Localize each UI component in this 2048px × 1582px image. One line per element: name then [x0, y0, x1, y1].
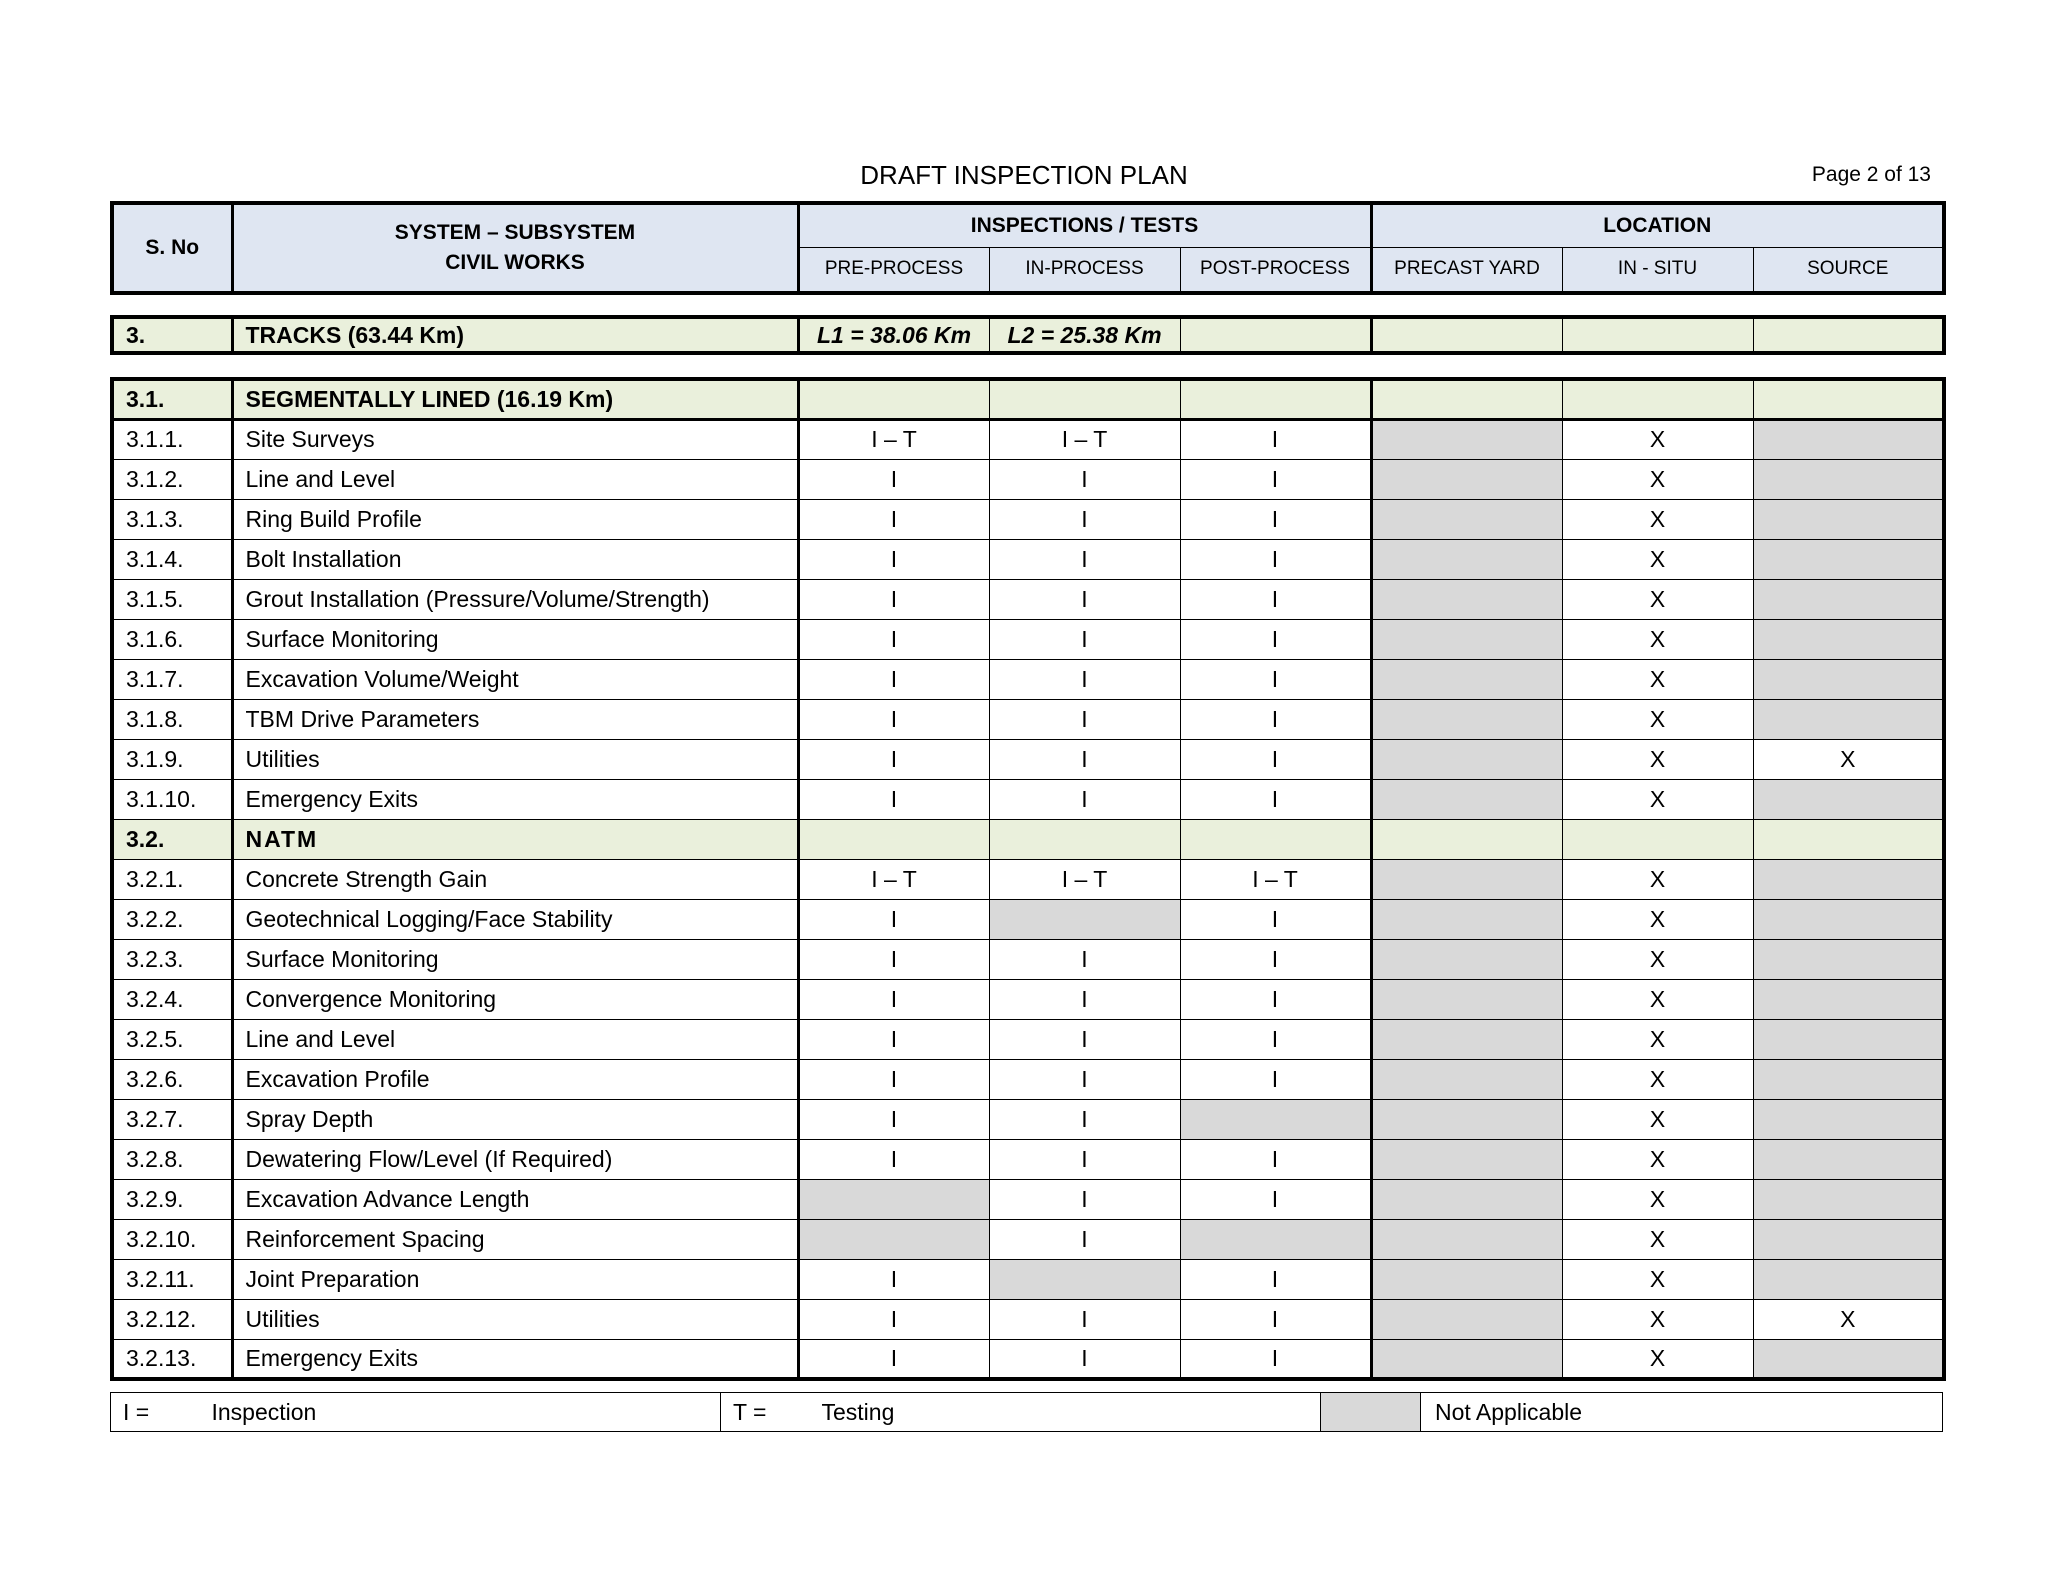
- cell-post-process: I: [1180, 1339, 1371, 1379]
- cell-post-process: I: [1180, 539, 1371, 579]
- table-row: [112, 659, 1944, 699]
- cell-pre-process: I: [798, 1339, 989, 1379]
- cell-post-process: I – T: [1180, 859, 1371, 899]
- cell-pre-process: I: [798, 499, 989, 539]
- section-cell-post-process: [1180, 379, 1371, 419]
- cell-in-process: I: [989, 1099, 1180, 1139]
- cell-post-process: I: [1180, 979, 1371, 1019]
- section-cell-in-situ: [1562, 819, 1753, 859]
- cell-in-process: I: [989, 619, 1180, 659]
- cell-pre-process: I: [798, 459, 989, 499]
- cell-in-situ: X: [1562, 899, 1753, 939]
- cell-source: [1753, 579, 1944, 619]
- system-header: [232, 203, 798, 293]
- cell-post-process: I: [1180, 1139, 1371, 1179]
- cell-in-process: I: [989, 1139, 1180, 1179]
- cell-in-situ: X: [1562, 1259, 1753, 1299]
- cell-in-process: I – T: [989, 419, 1180, 459]
- cell-source: X: [1840, 1305, 1856, 1332]
- cell-in-situ: X: [1562, 579, 1753, 619]
- row-sno: 3.1.8.: [112, 699, 232, 739]
- section-sno: 3.1.: [112, 379, 232, 419]
- cell-in-situ: X: [1562, 499, 1753, 539]
- cell-pre-process: I – T: [798, 419, 989, 459]
- row-sno: 3.2.5.: [112, 1019, 232, 1059]
- precast-yard-header: PRECAST YARD: [1371, 247, 1562, 293]
- row-name: Convergence Monitoring: [232, 979, 798, 1019]
- table-row: [112, 979, 1944, 1019]
- cell-pre-process: I: [798, 1299, 989, 1339]
- table-row: [112, 939, 1944, 979]
- row-sno: 3.1.3.: [112, 499, 232, 539]
- row-sno: 3.2.3.: [112, 939, 232, 979]
- cell-source: [1753, 1259, 1944, 1299]
- cell-in-process: I: [989, 1059, 1180, 1099]
- section-cell-post-process: [1180, 819, 1371, 859]
- section-cell-precast-yard: [1371, 379, 1562, 419]
- cell-in-situ: X: [1562, 1059, 1753, 1099]
- cell-post-process: I: [1180, 659, 1371, 699]
- cell-in-process: I: [989, 1339, 1180, 1379]
- section-cell-in-process: [989, 379, 1180, 419]
- cell-source: [1753, 1059, 1944, 1099]
- row-name: Emergency Exits: [232, 1339, 798, 1379]
- cell-pre-process: I: [798, 1139, 989, 1179]
- tracks-sno: 3.: [112, 317, 232, 353]
- cell-in-situ: X: [1562, 659, 1753, 699]
- table-row: [112, 739, 1944, 779]
- row-name: Grout Installation (Pressure/Volume/Strength): [232, 579, 798, 619]
- row-name: Concrete Strength Gain: [232, 859, 798, 899]
- location-header: LOCATION: [1371, 203, 1944, 247]
- cell-post-process: I: [1180, 1259, 1371, 1299]
- row-name: Excavation Volume/Weight: [232, 659, 798, 699]
- cell-post-process: I: [1180, 1059, 1371, 1099]
- section-name: NATM: [232, 819, 798, 859]
- in-process-header: IN-PROCESS: [989, 247, 1180, 293]
- table-row: [112, 539, 1944, 579]
- row-name: Reinforcement Spacing: [232, 1219, 798, 1259]
- cell-source: [1753, 499, 1944, 539]
- table-row: [112, 1099, 1944, 1139]
- cell-in-situ: X: [1562, 1099, 1753, 1139]
- cell-source: [1753, 659, 1944, 699]
- cell-post-process: I: [1180, 1299, 1371, 1339]
- cell-in-situ: X: [1562, 699, 1753, 739]
- row-name: Emergency Exits: [232, 779, 798, 819]
- legend-t-value: Testing: [821, 1393, 1321, 1432]
- cell-in-situ: X: [1562, 1219, 1753, 1259]
- cell-precast-yard: [1371, 939, 1562, 979]
- table-row: [112, 579, 1944, 619]
- row-sno: 3.2.7.: [112, 1099, 232, 1139]
- row-sno: 3.1.4.: [112, 539, 232, 579]
- inspection-table: [110, 377, 1946, 1381]
- row-name: Surface Monitoring: [232, 939, 798, 979]
- cell-precast-yard: [1371, 859, 1562, 899]
- post-process-header: POST-PROCESS: [1180, 247, 1371, 293]
- inspections-header: INSPECTIONS / TESTS: [798, 203, 1371, 247]
- cell-in-process: I: [989, 539, 1180, 579]
- legend-i-key: I =: [123, 1398, 150, 1425]
- cell-pre-process: I: [798, 1259, 989, 1299]
- document-title: DRAFT INSPECTION PLAN: [860, 160, 1188, 190]
- cell-in-process: I: [989, 739, 1180, 779]
- table-row: [112, 619, 1944, 659]
- cell-in-situ: X: [1562, 419, 1753, 459]
- cell-in-process: I: [989, 659, 1180, 699]
- cell-precast-yard: [1371, 419, 1562, 459]
- system-header-line1: SYSTEM – SUBSYSTEM: [394, 221, 636, 244]
- cell-in-process: [989, 899, 1180, 939]
- cell-in-situ: X: [1562, 1139, 1753, 1179]
- row-sno: 3.1.7.: [112, 659, 232, 699]
- cell-post-process: I: [1180, 419, 1371, 459]
- cell-in-process: [989, 1259, 1180, 1299]
- pre-process-header: PRE-PROCESS: [798, 247, 989, 293]
- cell-precast-yard: [1371, 1019, 1562, 1059]
- cell-in-process: I: [989, 579, 1180, 619]
- row-sno: 3.2.6.: [112, 1059, 232, 1099]
- cell-source: [1753, 1339, 1944, 1379]
- row-sno: 3.1.6.: [112, 619, 232, 659]
- cell-pre-process: I: [798, 539, 989, 579]
- cell-in-situ: X: [1562, 1019, 1753, 1059]
- table-row: [112, 1019, 1944, 1059]
- table-row: [112, 1219, 1944, 1259]
- section-row: [112, 379, 1944, 419]
- cell-post-process: [1180, 1099, 1371, 1139]
- row-sno: 3.2.1.: [112, 859, 232, 899]
- row-name: Ring Build Profile: [232, 499, 798, 539]
- row-name: Line and Level: [232, 1019, 798, 1059]
- section-cell-source: [1753, 379, 1944, 419]
- row-sno: 3.2.10.: [112, 1219, 232, 1259]
- cell-source: X: [1840, 745, 1856, 772]
- cell-precast-yard: [1371, 979, 1562, 1019]
- cell-post-process: I: [1180, 939, 1371, 979]
- cell-in-process: I: [989, 1019, 1180, 1059]
- header-table: [110, 201, 1946, 295]
- cell-in-process: I – T: [989, 859, 1180, 899]
- cell-precast-yard: [1371, 1299, 1562, 1339]
- cell-post-process: [1180, 1219, 1371, 1259]
- cell-pre-process: I – T: [798, 859, 989, 899]
- tracks-table: [110, 315, 1946, 355]
- row-sno: 3.2.11.: [112, 1259, 232, 1299]
- tracks-source: [1753, 317, 1944, 353]
- table-row: [112, 499, 1944, 539]
- row-sno: 3.2.4.: [112, 979, 232, 1019]
- cell-source: [1753, 899, 1944, 939]
- cell-precast-yard: [1371, 1099, 1562, 1139]
- cell-post-process: I: [1180, 579, 1371, 619]
- cell-post-process: I: [1180, 699, 1371, 739]
- table-row: [112, 899, 1944, 939]
- row-name: Dewatering Flow/Level (If Required): [232, 1139, 798, 1179]
- cell-post-process: I: [1180, 499, 1371, 539]
- row-sno: 3.2.9.: [112, 1179, 232, 1219]
- table-row: [112, 1299, 1944, 1339]
- cell-pre-process: [798, 1219, 989, 1259]
- cell-pre-process: I: [798, 619, 989, 659]
- row-name: TBM Drive Parameters: [232, 699, 798, 739]
- cell-post-process: I: [1180, 1019, 1371, 1059]
- cell-precast-yard: [1371, 539, 1562, 579]
- cell-precast-yard: [1371, 779, 1562, 819]
- table-row: [112, 779, 1944, 819]
- cell-source: [1753, 619, 1944, 659]
- page-number: Page 2 of 13: [1811, 163, 1931, 186]
- cell-in-process: I: [989, 1219, 1180, 1259]
- cell-source: [1753, 1019, 1944, 1059]
- cell-precast-yard: [1371, 1179, 1562, 1219]
- cell-in-process: I: [989, 779, 1180, 819]
- section-name: SEGMENTALLY LINED (16.19 Km): [232, 379, 798, 419]
- cell-source: [1753, 1099, 1944, 1139]
- cell-precast-yard: [1371, 699, 1562, 739]
- cell-precast-yard: [1371, 1059, 1562, 1099]
- row-sno: 3.2.12.: [112, 1299, 232, 1339]
- cell-source: [1753, 979, 1944, 1019]
- cell-pre-process: I: [798, 1019, 989, 1059]
- cell-in-situ: X: [1562, 979, 1753, 1019]
- legend-na-swatch: [1321, 1393, 1421, 1432]
- row-sno: 3.2.8.: [112, 1139, 232, 1179]
- cell-in-process: I: [989, 499, 1180, 539]
- cell-pre-process: [798, 1179, 989, 1219]
- cell-post-process: I: [1180, 459, 1371, 499]
- cell-in-process: I: [989, 979, 1180, 1019]
- row-name: Spray Depth: [232, 1099, 798, 1139]
- cell-precast-yard: [1371, 1219, 1562, 1259]
- cell-in-situ: X: [1562, 539, 1753, 579]
- section-cell-pre-process: [798, 379, 989, 419]
- table-row: [112, 859, 1944, 899]
- cell-pre-process: I: [798, 1059, 989, 1099]
- cell-source: [1753, 1219, 1944, 1259]
- system-header-line2: CIVIL WORKS: [445, 251, 585, 274]
- cell-pre-process: I: [798, 899, 989, 939]
- row-sno: 3.1.2.: [112, 459, 232, 499]
- cell-post-process: I: [1180, 899, 1371, 939]
- cell-pre-process: I: [798, 1099, 989, 1139]
- row-name: Site Surveys: [232, 419, 798, 459]
- section-cell-in-process: [989, 819, 1180, 859]
- row-name: Utilities: [232, 739, 798, 779]
- row-sno: 3.1.9.: [112, 739, 232, 779]
- cell-in-process: I: [989, 1299, 1180, 1339]
- cell-precast-yard: [1371, 1339, 1562, 1379]
- section-cell-source: [1753, 819, 1944, 859]
- tracks-post: [1180, 317, 1371, 353]
- cell-source: [1753, 1179, 1944, 1219]
- row-sno: 3.1.1.: [112, 419, 232, 459]
- legend-i-value: Inspection: [211, 1393, 721, 1432]
- cell-in-situ: X: [1562, 939, 1753, 979]
- table-row: [112, 1339, 1944, 1379]
- cell-in-situ: X: [1562, 619, 1753, 659]
- cell-source: [1753, 699, 1944, 739]
- cell-source: [1753, 1139, 1944, 1179]
- cell-in-process: I: [989, 459, 1180, 499]
- row-sno: 3.1.5.: [112, 579, 232, 619]
- cell-precast-yard: [1371, 1259, 1562, 1299]
- cell-post-process: I: [1180, 779, 1371, 819]
- cell-in-situ: X: [1562, 459, 1753, 499]
- cell-in-process: I: [989, 699, 1180, 739]
- cell-source: [1753, 539, 1944, 579]
- section-row: [112, 819, 1944, 859]
- cell-in-situ: X: [1562, 1299, 1753, 1339]
- tracks-l2: L2 = 25.38 Km: [989, 317, 1180, 353]
- legend-na-value: Not Applicable: [1435, 1398, 1583, 1425]
- cell-in-situ: X: [1562, 1339, 1753, 1379]
- row-sno: 3.2.13.: [112, 1339, 232, 1379]
- cell-pre-process: I: [798, 939, 989, 979]
- cell-in-situ: X: [1562, 1179, 1753, 1219]
- tracks-name: TRACKS (63.44 Km): [232, 317, 798, 353]
- row-sno: 3.2.2.: [112, 899, 232, 939]
- source-header: SOURCE: [1753, 247, 1944, 293]
- tracks-insitu: [1562, 317, 1753, 353]
- table-row: [112, 699, 1944, 739]
- section-sno: 3.2.: [112, 819, 232, 859]
- cell-pre-process: I: [798, 739, 989, 779]
- legend-table: [110, 1392, 1943, 1432]
- cell-source: [1753, 459, 1944, 499]
- cell-source: [1753, 939, 1944, 979]
- table-row: [112, 419, 1944, 459]
- row-name: Surface Monitoring: [232, 619, 798, 659]
- cell-source: [1753, 859, 1944, 899]
- cell-post-process: I: [1180, 619, 1371, 659]
- row-name: Line and Level: [232, 459, 798, 499]
- sno-header: S. No: [112, 203, 232, 293]
- section-cell-precast-yard: [1371, 819, 1562, 859]
- cell-precast-yard: [1371, 619, 1562, 659]
- cell-pre-process: I: [798, 659, 989, 699]
- section-cell-in-situ: [1562, 379, 1753, 419]
- section-cell-pre-process: [798, 819, 989, 859]
- cell-precast-yard: [1371, 659, 1562, 699]
- table-row: [112, 459, 1944, 499]
- cell-in-process: I: [989, 939, 1180, 979]
- cell-post-process: I: [1180, 1179, 1371, 1219]
- cell-precast-yard: [1371, 579, 1562, 619]
- cell-in-process: I: [989, 1179, 1180, 1219]
- cell-pre-process: I: [798, 979, 989, 1019]
- row-name: Excavation Profile: [232, 1059, 798, 1099]
- cell-in-situ: X: [1562, 859, 1753, 899]
- tracks-l1: L1 = 38.06 Km: [798, 317, 989, 353]
- row-name: Bolt Installation: [232, 539, 798, 579]
- row-name: Joint Preparation: [232, 1259, 798, 1299]
- cell-precast-yard: [1371, 739, 1562, 779]
- cell-pre-process: I: [798, 579, 989, 619]
- cell-in-situ: X: [1562, 779, 1753, 819]
- cell-precast-yard: [1371, 459, 1562, 499]
- cell-precast-yard: [1371, 899, 1562, 939]
- row-name: Excavation Advance Length: [232, 1179, 798, 1219]
- cell-pre-process: I: [798, 699, 989, 739]
- cell-post-process: I: [1180, 739, 1371, 779]
- in-situ-header: IN - SITU: [1562, 247, 1753, 293]
- table-row: [112, 1179, 1944, 1219]
- tracks-precast: [1371, 317, 1562, 353]
- row-name: Geotechnical Logging/Face Stability: [232, 899, 798, 939]
- row-name: Utilities: [232, 1299, 798, 1339]
- cell-in-situ: X: [1562, 739, 1753, 779]
- cell-precast-yard: [1371, 1139, 1562, 1179]
- table-row: [112, 1259, 1944, 1299]
- cell-source: [1753, 779, 1944, 819]
- table-row: [112, 1059, 1944, 1099]
- legend-t-key: T =: [733, 1398, 767, 1425]
- cell-precast-yard: [1371, 499, 1562, 539]
- cell-source: [1753, 419, 1944, 459]
- row-sno: 3.1.10.: [112, 779, 232, 819]
- cell-pre-process: I: [798, 779, 989, 819]
- table-row: [112, 1139, 1944, 1179]
